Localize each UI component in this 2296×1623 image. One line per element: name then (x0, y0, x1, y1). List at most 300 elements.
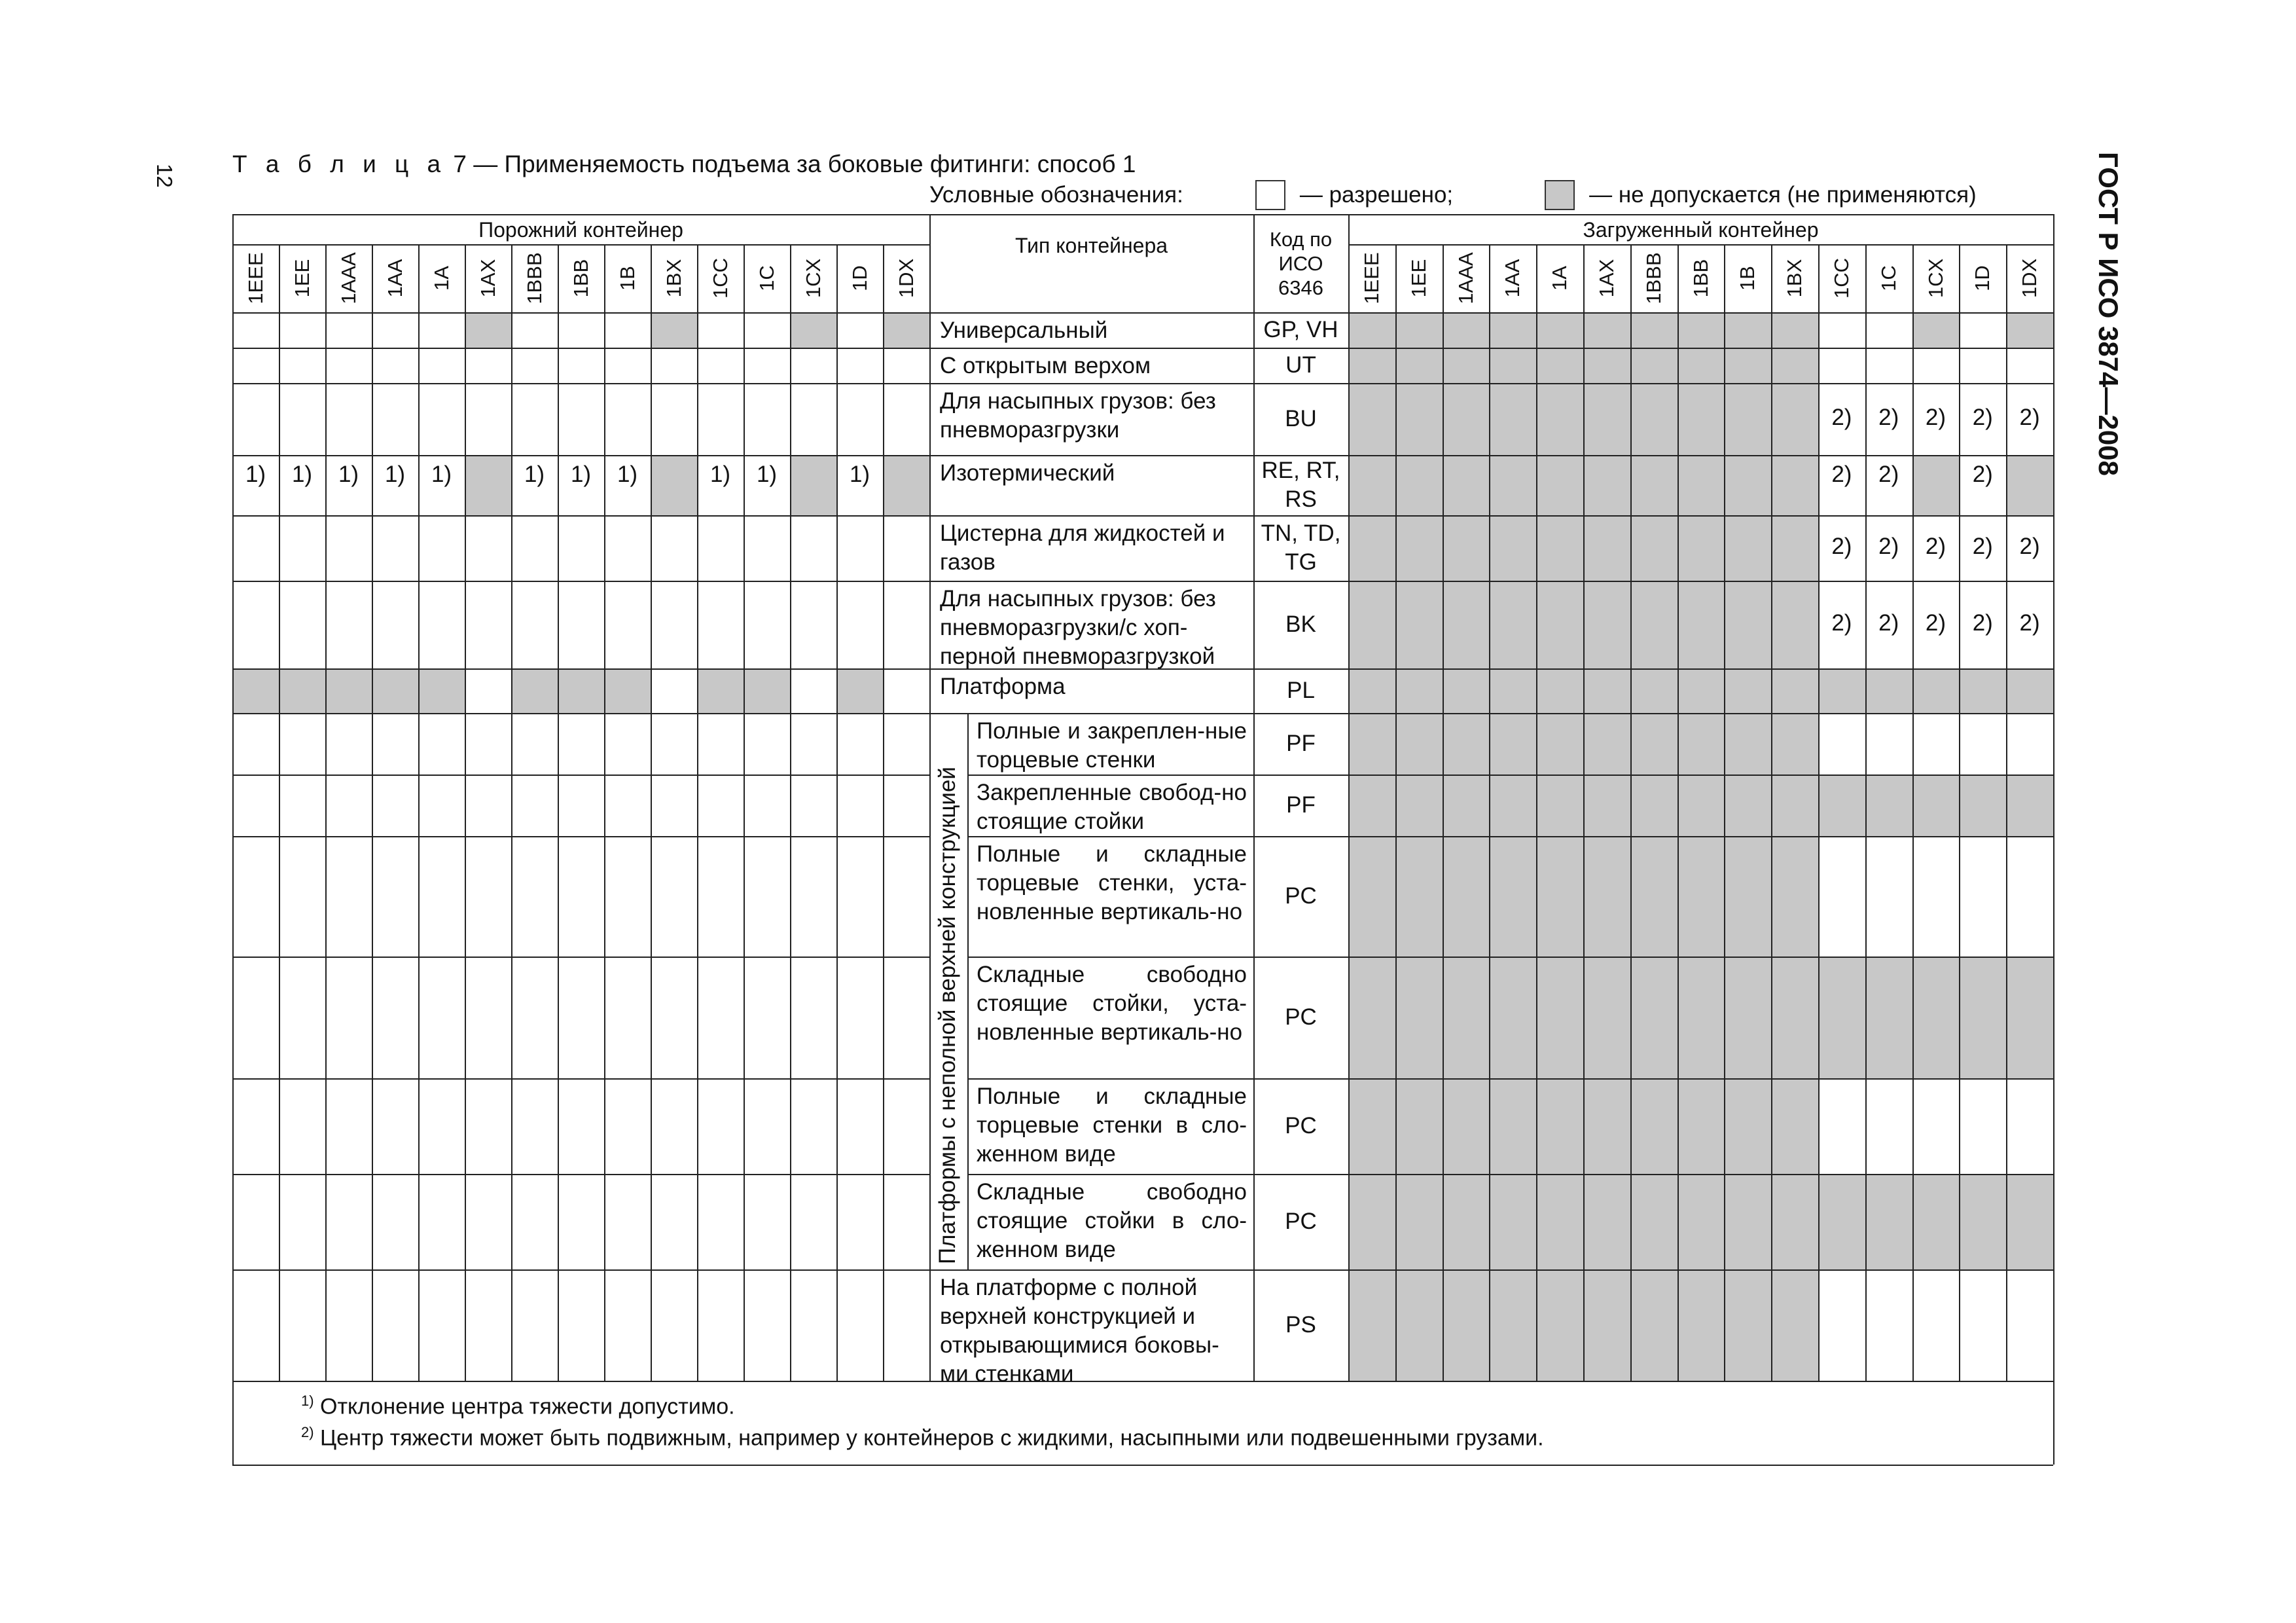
loaded-column-label: 1AX (1594, 259, 1618, 298)
loaded-disallowed-cell (1489, 1174, 1536, 1269)
column-divider (558, 244, 559, 1381)
footnote-mark: 2) (1925, 534, 1946, 559)
loaded-disallowed-cell (1536, 1078, 1583, 1174)
empty-column-label: 1BBB (522, 252, 546, 304)
empty-column-label: 1A (429, 266, 453, 291)
loaded-column-label: 1BB (1689, 259, 1712, 298)
loaded-disallowed-cell (1348, 312, 1395, 348)
loaded-disallowed-cell (2006, 1174, 2053, 1269)
loaded-disallowed-cell (1724, 713, 1771, 775)
loaded-disallowed-cell (1771, 312, 1818, 348)
loaded-disallowed-cell (1677, 1078, 1725, 1174)
row-divider (232, 581, 929, 582)
column-divider (418, 244, 420, 1381)
column-divider (697, 244, 698, 1381)
column-divider (1536, 244, 1537, 1381)
loaded-disallowed-cell (1348, 348, 1395, 383)
loaded-column-label: 1B (1736, 266, 1759, 291)
loaded-disallowed-cell (1630, 455, 1677, 515)
footnote-mark: 2) (1831, 534, 1852, 559)
loaded-disallowed-cell (1583, 1269, 1630, 1381)
loaded-disallowed-cell (1348, 1269, 1395, 1381)
container-type: С открытым верхом (940, 353, 1151, 378)
loaded-disallowed-cell (1536, 581, 1583, 668)
loaded-disallowed-cell (1348, 1078, 1395, 1174)
loaded-disallowed-cell (1630, 836, 1677, 957)
loaded-disallowed-cell (1912, 312, 1960, 348)
loaded-disallowed-cell (1489, 383, 1536, 455)
iso-code: BK (1285, 611, 1316, 637)
loaded-disallowed-cell (1724, 836, 1771, 957)
loaded-disallowed-cell (1583, 1174, 1630, 1269)
footnote-mark: 2) (1831, 405, 1852, 430)
row-divider (232, 348, 929, 349)
loaded-disallowed-cell (1536, 1174, 1583, 1269)
empty-disallowed-cell (790, 312, 836, 348)
row-divider (232, 836, 929, 837)
footnote-mark: 1) (709, 462, 731, 487)
row-divider (232, 383, 929, 384)
empty-column-label: 1BX (662, 259, 685, 298)
column-divider (604, 244, 605, 1381)
loaded-disallowed-cell (1443, 348, 1490, 383)
loaded-disallowed-cell (1489, 957, 1536, 1078)
loaded-disallowed-cell (1395, 581, 1443, 668)
empty-disallowed-cell (651, 312, 697, 348)
empty-column-label: 1B (615, 266, 639, 291)
loaded-disallowed-cell (1583, 668, 1630, 713)
loaded-disallowed-cell (1583, 515, 1630, 581)
row-divider (967, 836, 2053, 837)
loaded-disallowed-cell (1724, 1269, 1771, 1381)
loaded-disallowed-cell (1583, 455, 1630, 515)
loaded-disallowed-cell (1630, 1269, 1677, 1381)
loaded-disallowed-cell (1348, 713, 1395, 775)
row-divider (929, 515, 2053, 517)
loaded-disallowed-cell (1443, 455, 1490, 515)
empty-column-label: 1AAA (336, 252, 360, 304)
loaded-disallowed-cell (1489, 1078, 1536, 1174)
iso-code: RE, RT, RS (1261, 458, 1340, 512)
row-divider (232, 1174, 929, 1175)
loaded-disallowed-cell (1395, 312, 1443, 348)
iso-code: PC (1285, 1209, 1317, 1234)
loaded-disallowed-cell (2006, 455, 2053, 515)
group-divider (967, 713, 969, 1269)
loaded-disallowed-cell (1771, 383, 1818, 455)
document-code: ГОСТ Р ИСО 3874—2008 (2093, 152, 2124, 476)
empty-disallowed-cell (372, 668, 418, 713)
loaded-disallowed-cell (1583, 383, 1630, 455)
column-divider (325, 244, 327, 1381)
platform-group-label: Платформы с неполной верхней конструкцией (935, 767, 960, 1264)
column-divider (1395, 244, 1397, 1381)
loaded-disallowed-cell (1677, 312, 1725, 348)
applicability-table (232, 214, 2053, 1472)
loaded-disallowed-cell (1443, 515, 1490, 581)
footnote-mark: 2) (1925, 405, 1946, 430)
loaded-disallowed-cell (1443, 1269, 1490, 1381)
loaded-disallowed-cell (1818, 957, 1865, 1078)
loaded-disallowed-cell (1489, 713, 1536, 775)
footnote-mark: 2) (301, 1424, 314, 1440)
footnote-mark: 2) (1878, 610, 1899, 636)
loaded-disallowed-cell (1536, 713, 1583, 775)
footnote-mark: 2) (2019, 610, 2040, 636)
footnote-mark: 2) (1972, 462, 1993, 487)
container-type: Платформа (940, 674, 1066, 699)
loaded-disallowed-cell (1395, 957, 1443, 1078)
header-bottom (232, 312, 2053, 314)
row-divider (232, 713, 929, 714)
loaded-disallowed-cell (1443, 312, 1490, 348)
loaded-disallowed-cell (2006, 957, 2053, 1078)
loaded-disallowed-cell (1443, 775, 1490, 836)
loaded-disallowed-cell (1677, 957, 1725, 1078)
empty-disallowed-cell (604, 668, 651, 713)
loaded-disallowed-cell (1912, 775, 1960, 836)
loaded-column-label: 1C (1876, 265, 1900, 291)
loaded-disallowed-cell (1724, 1174, 1771, 1269)
loaded-disallowed-cell (1630, 1174, 1677, 1269)
loaded-disallowed-cell (1630, 775, 1677, 836)
loaded-disallowed-cell (1583, 1078, 1630, 1174)
iso-code: UT (1285, 352, 1316, 378)
iso-code: PS (1285, 1312, 1316, 1338)
empty-disallowed-cell (465, 312, 511, 348)
empty-disallowed-cell (279, 668, 325, 713)
loaded-disallowed-cell (1630, 383, 1677, 455)
table-border-bottom (232, 1465, 2053, 1466)
loaded-disallowed-cell (1443, 1174, 1490, 1269)
row-divider (967, 957, 2053, 958)
row-divider (967, 775, 2053, 776)
container-type: На платформе с полной верхней конструкцией и открывающимися боковы-ми стенками (940, 1275, 1219, 1387)
loaded-container-header: Загруженный контейнер (1583, 218, 1819, 242)
row-divider (232, 455, 929, 456)
empty-column-label: 1AA (383, 259, 406, 298)
loaded-disallowed-cell (1348, 1174, 1395, 1269)
loaded-disallowed-cell (1771, 668, 1818, 713)
footnote-mark: 2) (1972, 405, 1993, 430)
loaded-disallowed-cell (1489, 312, 1536, 348)
page-number: 12 (152, 164, 177, 188)
column-divider (744, 244, 745, 1381)
loaded-disallowed-cell (1724, 383, 1771, 455)
loaded-disallowed-cell (2006, 312, 2053, 348)
column-divider (511, 244, 512, 1381)
loaded-disallowed-cell (1630, 581, 1677, 668)
empty-disallowed-cell (465, 455, 511, 515)
loaded-disallowed-cell (1395, 383, 1443, 455)
legend-allowed-text: — разрешено; (1299, 182, 1454, 208)
column-divider (1443, 244, 1444, 1381)
loaded-disallowed-cell (1865, 1174, 1912, 1269)
legend-not-allowed-text: — не допускается (не применяются) (1589, 182, 1977, 208)
row-divider (232, 1269, 929, 1271)
column-divider (1253, 214, 1255, 1381)
row-divider (929, 581, 2053, 582)
table-caption: 7 — Применяемость подъема за боковые фитинги: способ 1 (453, 151, 1136, 177)
footnote-mark: 2) (1878, 462, 1899, 487)
footnote-mark: 2) (1831, 610, 1852, 636)
empty-disallowed-cell (883, 455, 929, 515)
loaded-disallowed-cell (2006, 668, 2053, 713)
table-title (232, 151, 1136, 178)
empty-disallowed-cell (511, 668, 558, 713)
row-divider (232, 515, 929, 517)
loaded-disallowed-cell (1630, 713, 1677, 775)
loaded-disallowed-cell (1724, 581, 1771, 668)
column-divider (836, 244, 838, 1381)
loaded-disallowed-cell (1489, 668, 1536, 713)
empty-column-label: 1C (755, 265, 778, 291)
loaded-disallowed-cell (1630, 515, 1677, 581)
loaded-disallowed-cell (1959, 775, 2006, 836)
loaded-disallowed-cell (1677, 775, 1725, 836)
loaded-disallowed-cell (1630, 312, 1677, 348)
container-type: Полные и закреплен-ные торцевые стенки (977, 718, 1247, 773)
loaded-disallowed-cell (1677, 515, 1725, 581)
empty-column-label: 1EE (290, 259, 314, 298)
iso-code: PL (1287, 678, 1315, 703)
loaded-disallowed-cell (1536, 957, 1583, 1078)
footnote-mark: 2) (1878, 534, 1899, 559)
empty-disallowed-cell (232, 668, 279, 713)
loaded-column-label: 1A (1548, 266, 1571, 291)
footnote-mark: 1) (384, 462, 406, 487)
empty-column-label: 1DX (894, 258, 918, 299)
loaded-disallowed-cell (1348, 455, 1395, 515)
container-type: Изотермический (940, 460, 1115, 486)
row-divider (967, 1078, 2053, 1080)
loaded-disallowed-cell (1348, 383, 1395, 455)
loaded-disallowed-cell (1583, 836, 1630, 957)
loaded-disallowed-cell (1536, 455, 1583, 515)
loaded-disallowed-cell (1771, 1174, 1818, 1269)
loaded-disallowed-cell (1395, 455, 1443, 515)
empty-column-label: 1D (848, 265, 871, 291)
loaded-disallowed-cell (1536, 383, 1583, 455)
column-divider (1583, 244, 1585, 1381)
iso-code: GP, VH (1263, 317, 1338, 342)
loaded-disallowed-cell (1443, 581, 1490, 668)
loaded-disallowed-cell (1583, 348, 1630, 383)
empty-disallowed-cell (790, 455, 836, 515)
column-divider (1677, 244, 1679, 1381)
row-divider (929, 383, 2053, 384)
loaded-disallowed-cell (1583, 775, 1630, 836)
loaded-disallowed-cell (1395, 1078, 1443, 1174)
loaded-disallowed-cell (1724, 668, 1771, 713)
footnote-mark: 2) (1878, 405, 1899, 430)
loaded-disallowed-cell (1348, 515, 1395, 581)
legend-not-allowed-swatch (1545, 180, 1575, 210)
iso-code: PF (1286, 731, 1316, 756)
loaded-disallowed-cell (1677, 581, 1725, 668)
loaded-disallowed-cell (1536, 775, 1583, 836)
empty-column-label: 1EEE (243, 252, 267, 304)
loaded-disallowed-cell (1536, 515, 1583, 581)
footnote-text: Центр тяжести может быть подвижным, например у контейнеров с жидкими, насыпными или подвешенными грузами. (314, 1425, 1544, 1451)
loaded-column-label: 1EEE (1359, 252, 1383, 304)
row-divider (929, 713, 2053, 714)
loaded-disallowed-cell (1443, 836, 1490, 957)
footnote-mark: 1) (338, 462, 359, 487)
loaded-disallowed-cell (1536, 348, 1583, 383)
loaded-disallowed-cell (1536, 668, 1583, 713)
loaded-disallowed-cell (1818, 1174, 1865, 1269)
loaded-disallowed-cell (1489, 775, 1536, 836)
footnote-mark: 1) (756, 462, 778, 487)
row-divider (232, 775, 929, 776)
loaded-disallowed-cell (1489, 836, 1536, 957)
loaded-disallowed-cell (1677, 348, 1725, 383)
loaded-column-label: 1AA (1501, 259, 1524, 298)
loaded-disallowed-cell (1724, 515, 1771, 581)
loaded-disallowed-cell (1771, 836, 1818, 957)
loaded-disallowed-cell (1865, 668, 1912, 713)
loaded-disallowed-cell (1677, 1269, 1725, 1381)
loaded-disallowed-cell (2006, 775, 2053, 836)
legend (929, 180, 1977, 210)
loaded-disallowed-cell (1677, 713, 1725, 775)
row-divider (232, 1078, 929, 1080)
loaded-disallowed-cell (1865, 957, 1912, 1078)
loaded-disallowed-cell (1348, 668, 1395, 713)
column-divider (1724, 244, 1725, 1381)
container-type: Полные и складные торцевые стенки в сло-женном виде (977, 1084, 1247, 1167)
empty-disallowed-cell (744, 668, 790, 713)
row-divider (929, 348, 2053, 349)
loaded-disallowed-cell (1865, 775, 1912, 836)
column-divider (1348, 214, 1350, 1381)
footnote-mark: 1) (570, 462, 592, 487)
loaded-column-label: 1D (1971, 265, 1994, 291)
legend-allowed-swatch (1255, 180, 1285, 210)
empty-disallowed-cell (558, 668, 604, 713)
loaded-disallowed-cell (1818, 668, 1865, 713)
loaded-disallowed-cell (1724, 455, 1771, 515)
loaded-disallowed-cell (1443, 1078, 1490, 1174)
loaded-disallowed-cell (1677, 668, 1725, 713)
empty-disallowed-cell (697, 668, 744, 713)
loaded-disallowed-cell (1395, 1174, 1443, 1269)
loaded-disallowed-cell (1395, 775, 1443, 836)
loaded-column-label: 1EE (1407, 259, 1430, 298)
loaded-disallowed-cell (1724, 957, 1771, 1078)
empty-disallowed-cell (325, 668, 372, 713)
loaded-disallowed-cell (1771, 515, 1818, 581)
loaded-disallowed-cell (1677, 836, 1725, 957)
loaded-disallowed-cell (1348, 775, 1395, 836)
container-type: Закрепленные свобод-но стоящие стойки (977, 780, 1247, 834)
footnote-mark: 2) (1972, 610, 1993, 636)
loaded-disallowed-cell (1912, 1174, 1960, 1269)
footnote (301, 1424, 1544, 1451)
column-divider (1489, 244, 1490, 1381)
footnote-mark: 2) (1925, 610, 1946, 636)
loaded-disallowed-cell (1677, 455, 1725, 515)
loaded-disallowed-cell (1443, 713, 1490, 775)
column-divider (883, 244, 884, 1381)
loaded-disallowed-cell (1818, 775, 1865, 836)
loaded-disallowed-cell (1771, 1269, 1818, 1381)
footnote-mark: 1) (849, 462, 870, 487)
column-divider (1630, 244, 1632, 1381)
loaded-disallowed-cell (1489, 455, 1536, 515)
iso-code: PC (1285, 1113, 1317, 1139)
column-divider (465, 244, 466, 1381)
empty-column-label: 1CC (708, 258, 732, 299)
container-type: Складные свободно стоящие стойки в сло-женном виде (977, 1179, 1247, 1262)
row-divider (929, 1269, 2053, 1271)
footnote-mark: 1) (524, 462, 545, 487)
loaded-disallowed-cell (1959, 668, 2006, 713)
loaded-disallowed-cell (1443, 383, 1490, 455)
footnote-text: Отклонение центра тяжести допустимо. (314, 1394, 735, 1419)
empty-disallowed-cell (651, 455, 697, 515)
column-divider (929, 214, 931, 1381)
loaded-disallowed-cell (1536, 836, 1583, 957)
legend-label: Условные обозначения: (929, 182, 1183, 208)
column-divider (651, 244, 652, 1381)
loaded-disallowed-cell (1630, 1078, 1677, 1174)
footnote-mark: 2) (2019, 534, 2040, 559)
loaded-disallowed-cell (1630, 957, 1677, 1078)
loaded-disallowed-cell (1630, 348, 1677, 383)
column-divider (279, 244, 280, 1381)
footnote (301, 1393, 735, 1419)
footnote-mark: 1) (291, 462, 313, 487)
row-divider (929, 455, 2053, 456)
loaded-disallowed-cell (1395, 1269, 1443, 1381)
column-divider (1771, 244, 1772, 1381)
column-divider (790, 244, 791, 1381)
loaded-disallowed-cell (1536, 312, 1583, 348)
loaded-disallowed-cell (1395, 713, 1443, 775)
loaded-disallowed-cell (1583, 581, 1630, 668)
loaded-column-label: 1CC (1829, 258, 1853, 299)
container-type: Полные и складные торцевые стенки, уста-новленные вертикаль-но (977, 841, 1247, 924)
loaded-disallowed-cell (1536, 1269, 1583, 1381)
loaded-disallowed-cell (1771, 348, 1818, 383)
footnote-mark: 2) (1972, 534, 1993, 559)
container-type: Для насыпных грузов: без пневморазгрузки (940, 388, 1216, 443)
loaded-disallowed-cell (1348, 957, 1395, 1078)
loaded-disallowed-cell (1724, 1078, 1771, 1174)
iso-code: PF (1286, 792, 1316, 818)
loaded-column-label: 1BBB (1641, 252, 1665, 304)
code-header: Код по ИСО 6346 (1269, 228, 1333, 299)
loaded-disallowed-cell (1489, 1269, 1536, 1381)
container-type: Складные свободно стоящие стойки, уста-новленные вертикаль-но (977, 962, 1247, 1045)
loaded-column-label: 1CX (1924, 258, 1947, 299)
loaded-disallowed-cell (1630, 668, 1677, 713)
loaded-disallowed-cell (1395, 668, 1443, 713)
loaded-disallowed-cell (1724, 312, 1771, 348)
loaded-disallowed-cell (1583, 713, 1630, 775)
loaded-column-label: 1DX (2018, 258, 2041, 299)
loaded-disallowed-cell (1771, 775, 1818, 836)
loaded-disallowed-cell (1489, 348, 1536, 383)
footnote-mark: 1) (301, 1393, 314, 1409)
table-label: Т а б л и ц а (232, 151, 447, 177)
empty-disallowed-cell (836, 668, 883, 713)
iso-code: TN, TD, TG (1261, 520, 1341, 575)
column-divider (372, 244, 373, 1381)
row-divider (232, 668, 929, 670)
